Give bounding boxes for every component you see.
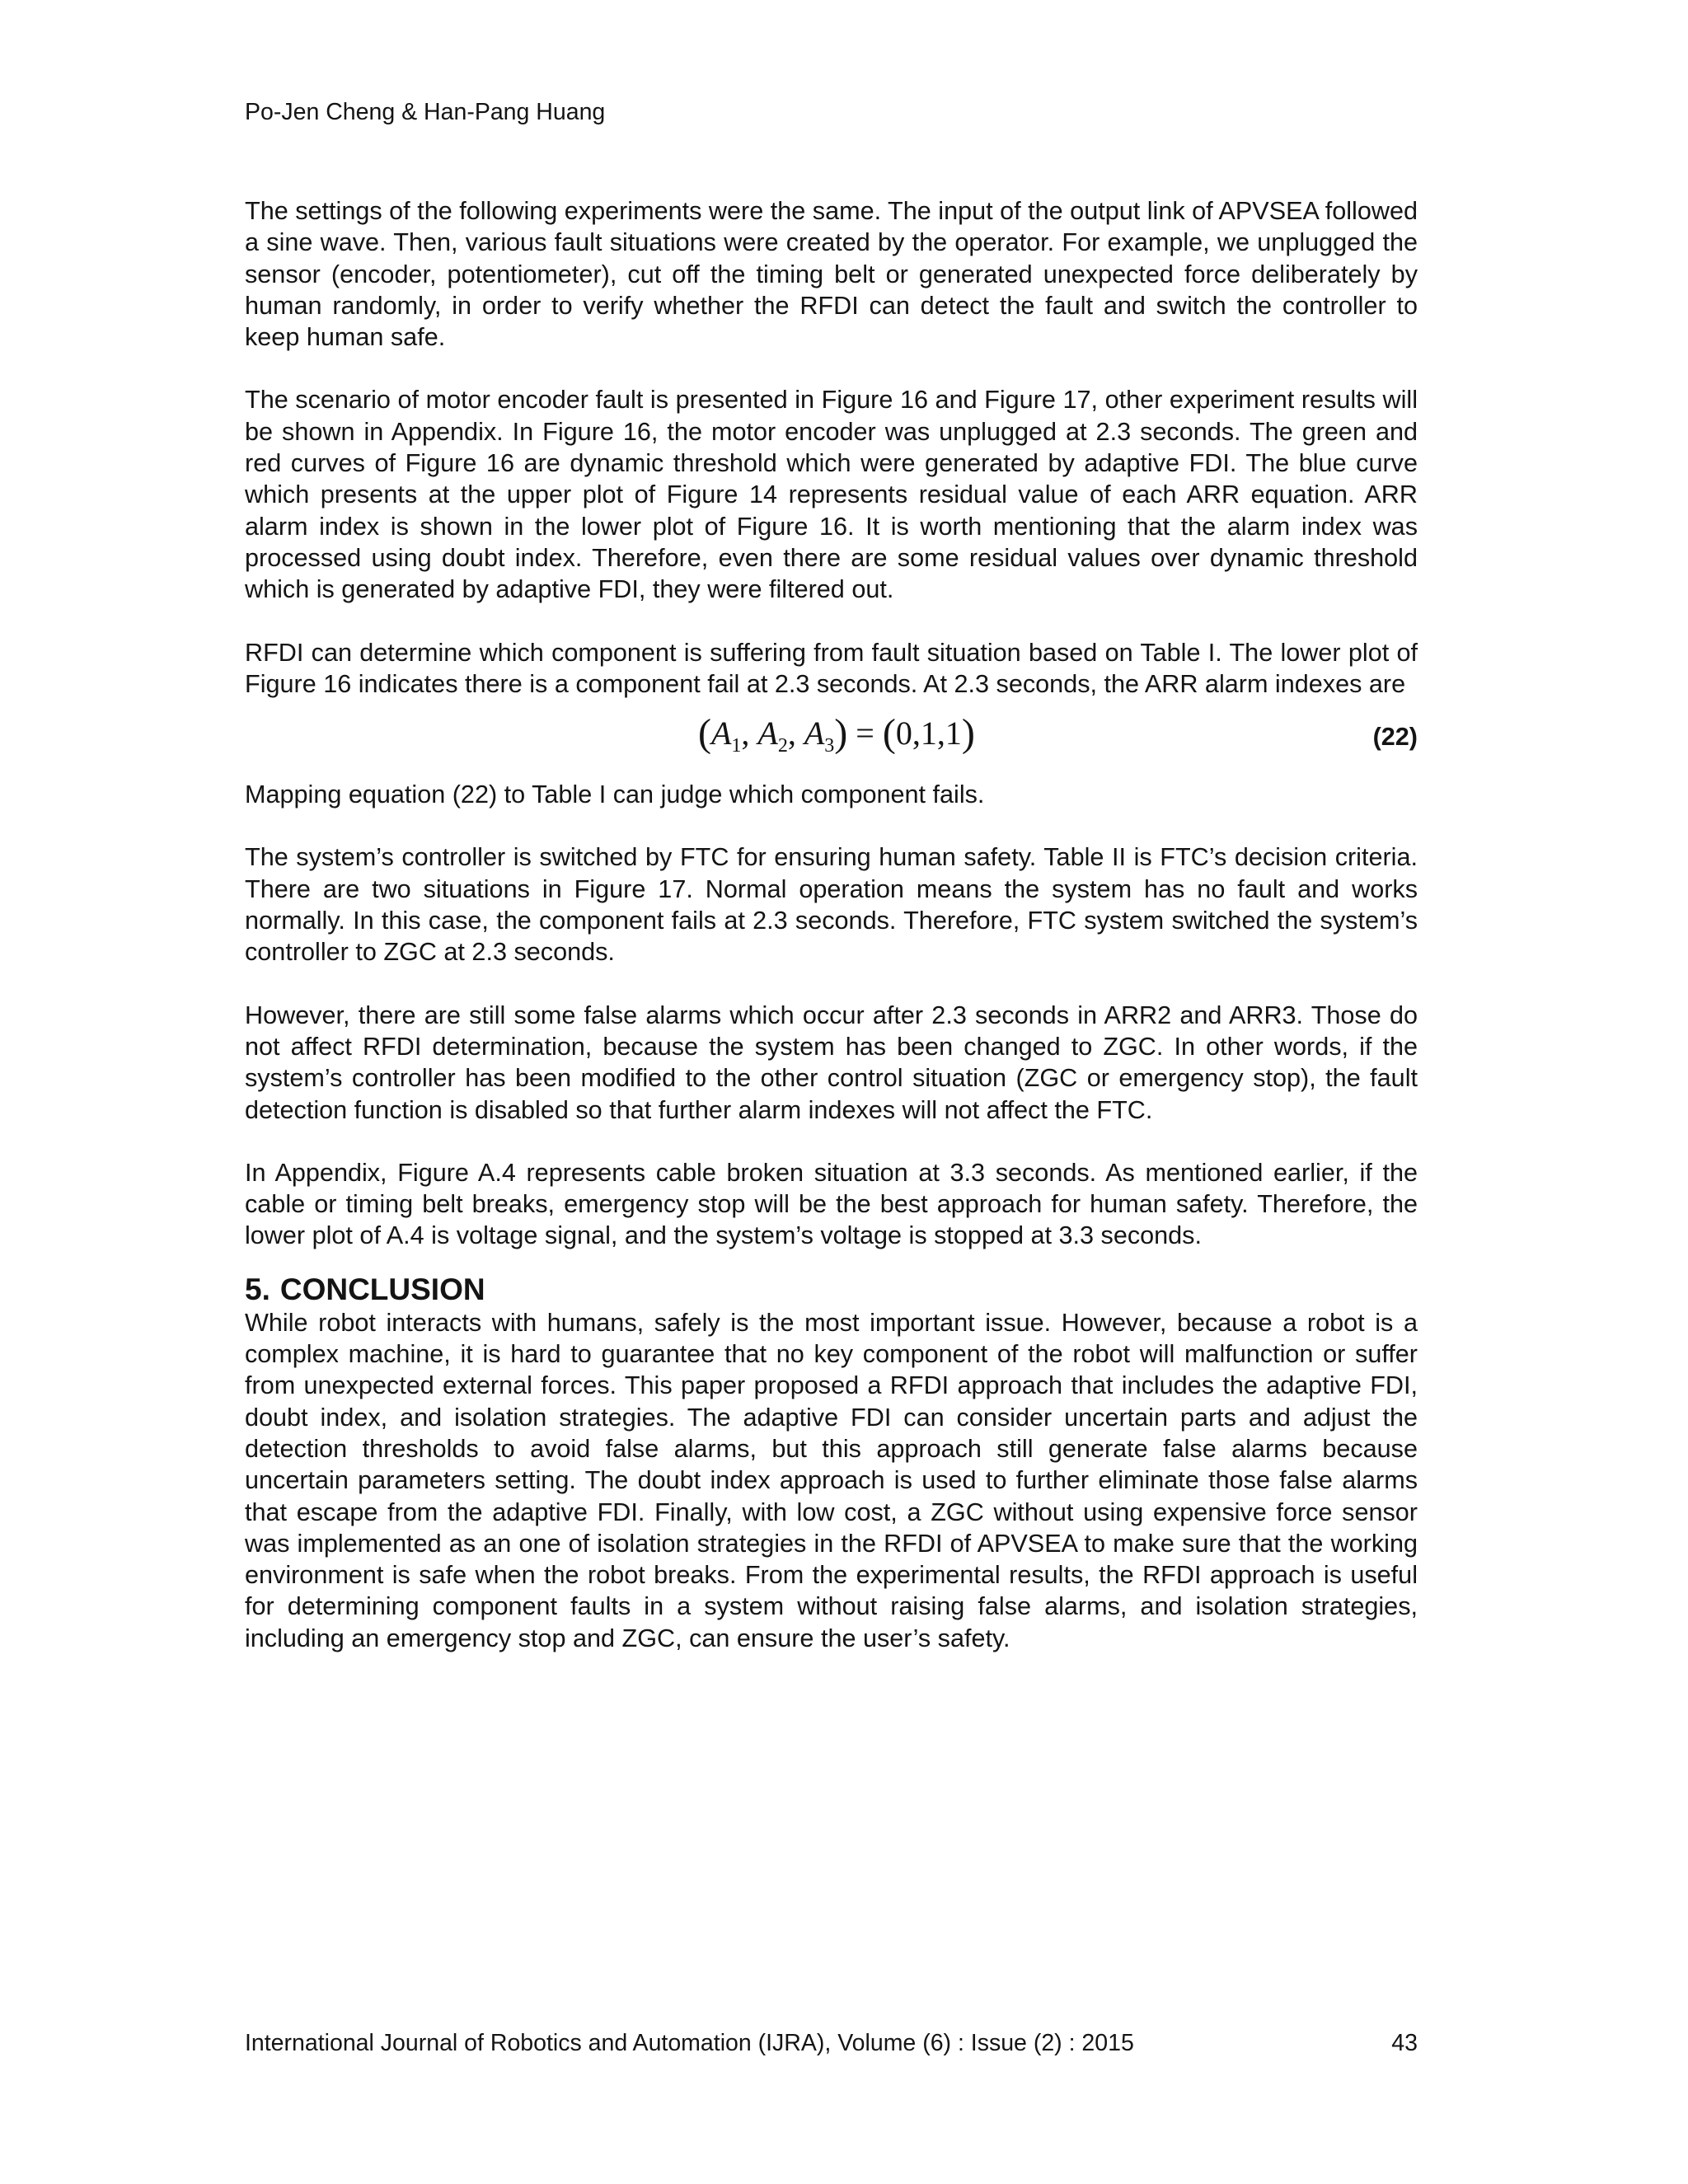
paragraph-encoder-fault-scenario: The scenario of motor encoder fault is presented in Figure 16 and Figure 17, other experiment results will be shown in Appendix. In Figure 16, the motor encoder was unplugged at 2.3 seconds. The green and red curves of Figure 16 are dynamic threshold which were generated by adaptive FDI. The blue curve which presents at the upper plot of Figure 14 represents residual value of each ARR equation. ARR alarm index is shown in the lower plot of Figure 16. It is worth mentioning that the alarm index was processed using doubt index. Therefore, even there are some residual values over dynamic threshold which is generated by adaptive FDI, they were filtered out. — [245, 386, 1418, 604]
eq-comma-2: , — [787, 715, 796, 752]
paragraph-mapping-equation: Mapping equation (22) to Table I can judge which component fails. — [245, 780, 985, 809]
equation-22 — [245, 711, 1418, 761]
eq-var-a2: A — [757, 715, 778, 752]
journal-citation: International Journal of Robotics and Automation (IJRA), Volume (6) : Issue (2) : 2015 — [245, 2030, 1134, 2056]
paragraph-rfdi-determination: RFDI can determine which component is suffering from fault situation based on Table I. The lower plot of Figure 16 indicates there is a component fail at 2.3 seconds. At 2.3 seconds, the ARR alarm indexes are — [245, 638, 1418, 698]
section-heading-conclusion — [245, 1272, 1418, 1307]
paragraph-experiment-settings: The settings of the following experiments were the same. The input of the output link of APVSEA followed a sine wave. Then, various fault situations were created by the operator. For example, we unplugged the sensor (encoder, potentiometer), cut off the timing belt or generated unexpected force deliberately by human randomly, in order to verify whether the RFDI can detect the fault and switch the controller to keep human safe. — [245, 197, 1418, 352]
eq-open-paren-left: ( — [698, 711, 711, 756]
eq-open-paren-right: ( — [882, 711, 896, 756]
eq-comma-1: , — [741, 715, 750, 752]
section-number: 5. — [245, 1272, 270, 1306]
page-number: 43 — [1391, 2030, 1418, 2056]
eq-subscript-2: 2 — [777, 735, 788, 757]
equation-expression — [698, 711, 975, 757]
paragraph-controller-switch: The system’s controller is switched by FTC for ensuring human safety. Table II is FTC’s decision criteria. There are two situations in Figure 17. Normal operation means the system has no fault and works normally. In this case, the component fails at 2.3 seconds. Therefore, FTC system switched the system’s controller to ZGC at 2.3 seconds. — [245, 843, 1418, 967]
eq-var-a3: A — [804, 715, 825, 752]
section-title: CONCLUSION — [279, 1272, 485, 1306]
eq-subscript-3: 3 — [824, 735, 835, 757]
equation-number: (22) — [1372, 723, 1418, 752]
paragraph-false-alarms: However, there are still some false alarms which occur after 2.3 seconds in ARR2 and ARR3. Those do not affect RFDI determination, because the system has been changed to ZGC. In other words, if the system’s controller has been modified to the other control situation (ZGC or emergency stop), the fault detection function is disabled so that further alarm indexes will not affect the FTC. — [245, 1001, 1418, 1124]
eq-close-paren-right: ) — [961, 711, 975, 756]
running-head: Po-Jen Cheng & Han-Pang Huang — [245, 99, 606, 125]
article-body — [245, 195, 1418, 1654]
eq-var-a1: A — [710, 715, 732, 752]
eq-subscript-1: 1 — [731, 735, 742, 757]
paragraph-conclusion: While robot interacts with humans, safely is the most important issue. However, because a robot is a complex machine, it is hard to guarantee that no key component of the robot will malfunction or suffer from unexpected external forces. This paper proposed a RFDI approach that includes the adaptive FDI, doubt index, and isolation strategies. The adaptive FDI can consider uncertain parts and adjust the detection thresholds to avoid false alarms, but this approach still generate false alarms because uncertain parameters setting. The doubt index approach is used to further eliminate those false alarms that escape from the adaptive FDI. Finally, with low cost, a ZGC without using expensive force sensor was implemented as an one of isolation strategies in the RFDI of APVSEA to make sure that the working environment is safe when the robot breaks. From the experimental results, the RFDI approach is useful for determining component faults in a system without raising false alarms, and isolation strategies, including an emergency stop and ZGC, can ensure the user’s safety. — [245, 1308, 1418, 1652]
eq-equals: = — [856, 715, 874, 752]
paragraph-cable-broken: In Appendix, Figure A.4 represents cable broken situation at 3.3 seconds. As mentioned earlier, if the cable or timing belt breaks, emergency stop will be the best approach for human safety. Therefore, the lower plot of A.4 is voltage signal, and the system’s voltage is stopped at 3.3 seconds. — [245, 1158, 1418, 1250]
eq-rhs-values: 0,1,1 — [895, 715, 962, 752]
eq-close-paren-left: ) — [834, 711, 848, 756]
page-footer — [245, 2029, 1418, 2057]
